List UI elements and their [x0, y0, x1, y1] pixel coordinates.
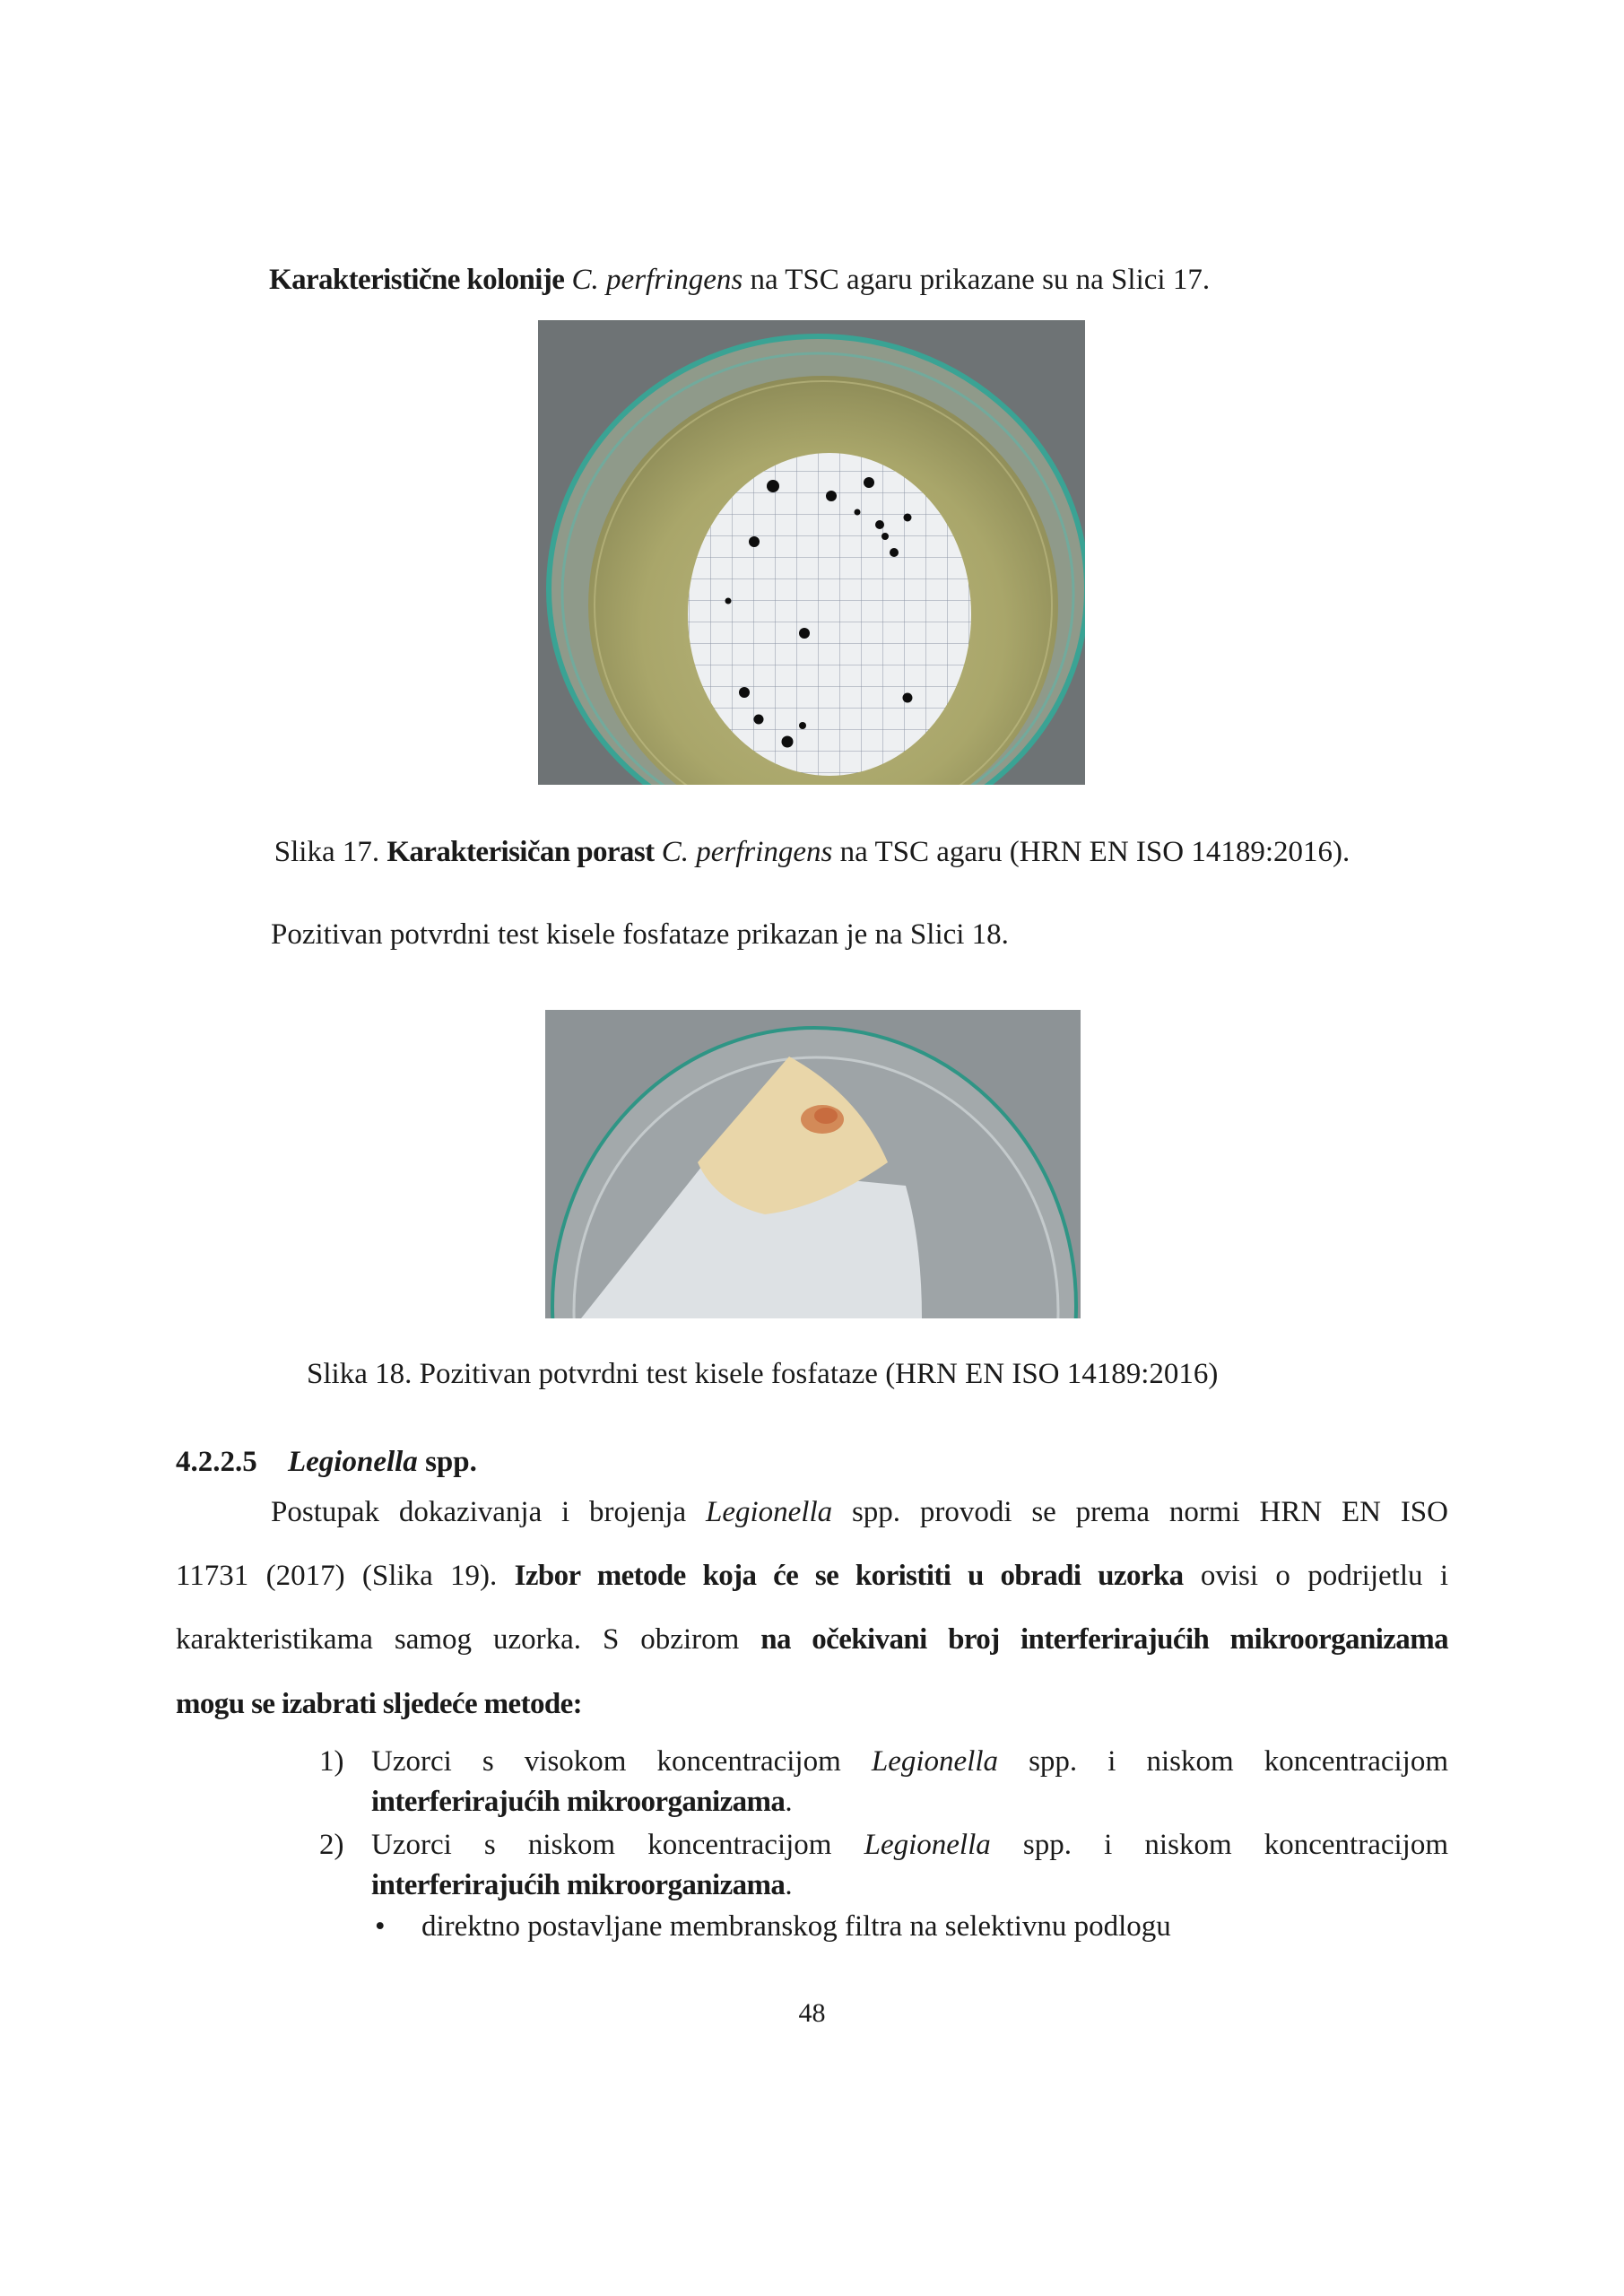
figure-18-image: [545, 1010, 1081, 1318]
paragraph-line-2: [176, 1558, 1448, 1594]
list-1-text-end: spp. i niskom koncentracijom: [998, 1745, 1448, 1778]
para-l1-text: Postupak dokazivanja i brojenja: [271, 1496, 706, 1528]
colony: [754, 715, 764, 725]
bullet-item-text: direktno postavljane membranskog filtra na selektivnu podlogu: [421, 1910, 1171, 1943]
list-item-1-line-2: [371, 1784, 793, 1820]
list-item-2-line-2: [371, 1867, 793, 1903]
caption-17-prefix: Slika 17.: [274, 836, 387, 868]
list-2-text-end: spp. i niskom koncentracijom: [990, 1829, 1448, 1861]
intro-fig17-rest: na TSC agaru prikazane su na Slici 17.: [743, 264, 1211, 296]
section-title-genus: Legionella: [288, 1446, 418, 1478]
colony: [855, 509, 861, 516]
para-l2-bold: Izbor metode koja će se koristiti u obradi uzorka: [514, 1560, 1184, 1592]
para-l2-text-end: ovisi o podrijetlu i: [1183, 1560, 1448, 1592]
figure-17-caption: [0, 834, 1624, 870]
para-l3-text: karakteristikama samog uzorka. S obzirom: [176, 1623, 761, 1656]
colony: [767, 480, 779, 492]
para-l4-bold: mogu se izabrati sljedeće metode:: [176, 1688, 583, 1720]
paragraph-line-1: [271, 1494, 1448, 1530]
colony: [904, 514, 912, 522]
paragraph-line-4: [176, 1686, 582, 1722]
list-1-bold: interferirajućih mikroorganizama: [371, 1786, 786, 1818]
section-title-rest: spp.: [417, 1446, 477, 1478]
list-item-1-line-1: [371, 1744, 1448, 1779]
petri-dish-tsc-photo: [538, 320, 1085, 785]
colony: [875, 520, 884, 529]
caption-17-species: C. perfringens: [661, 836, 833, 868]
para-l2-text: 11731 (2017) (Slika 19).: [176, 1560, 515, 1592]
figure-18-caption: Slika 18. Pozitivan potvrdni test kisele fosfataze (HRN EN ISO 14189:2016): [307, 1358, 1219, 1390]
section-heading: [176, 1444, 477, 1480]
intro-fig17-species: C. perfringens: [571, 264, 743, 296]
colony: [826, 491, 837, 501]
caption-17-bold: Karakterisičan porast: [386, 836, 655, 868]
intro-fig18: Pozitivan potvrdni test kisele fosfataze prikazan je na Slici 18.: [271, 918, 1009, 951]
section-number: 4.2.2.5: [176, 1446, 257, 1478]
colony: [739, 687, 750, 698]
para-l3-bold: na očekivani broj interferirajućih mikroorganizama: [760, 1623, 1448, 1656]
colony: [799, 628, 810, 639]
list-2-text: Uzorci s niskom koncentracijom: [371, 1829, 864, 1861]
acid-phosphatase-test-photo: [545, 1010, 1081, 1318]
colony: [749, 536, 760, 547]
colony: [890, 548, 899, 557]
bullet-icon: •: [375, 1910, 386, 1943]
colony: [799, 722, 806, 729]
list-item-1-number: 1): [319, 1745, 344, 1778]
list-1-text: Uzorci s visokom koncentracijom: [371, 1745, 872, 1778]
colony: [881, 533, 889, 540]
colony: [782, 736, 794, 748]
list-2-bold: interferirajućih mikroorganizama: [371, 1869, 786, 1901]
list-1-period: .: [785, 1786, 793, 1818]
caption-17-rest: na TSC agaru (HRN EN ISO 14189:2016).: [832, 836, 1350, 868]
list-item-2-line-1: [371, 1827, 1448, 1863]
page-number: 48: [798, 1998, 826, 2028]
para-l1-genus: Legionella: [705, 1496, 833, 1528]
figure-17-image: [538, 320, 1085, 785]
intro-fig17: [269, 262, 1210, 298]
list-1-genus: Legionella: [871, 1745, 999, 1778]
paragraph-line-3: [176, 1622, 1448, 1657]
colony: [725, 598, 732, 604]
list-2-period: .: [785, 1869, 793, 1901]
colony: [864, 477, 874, 488]
para-l1-text-end: spp. provodi se prema normi HRN EN ISO: [832, 1496, 1448, 1528]
colony: [903, 693, 913, 703]
list-item-2-number: 2): [319, 1829, 344, 1861]
list-2-genus: Legionella: [864, 1829, 991, 1861]
intro-fig17-bold: Karakteristične kolonije: [269, 264, 565, 296]
